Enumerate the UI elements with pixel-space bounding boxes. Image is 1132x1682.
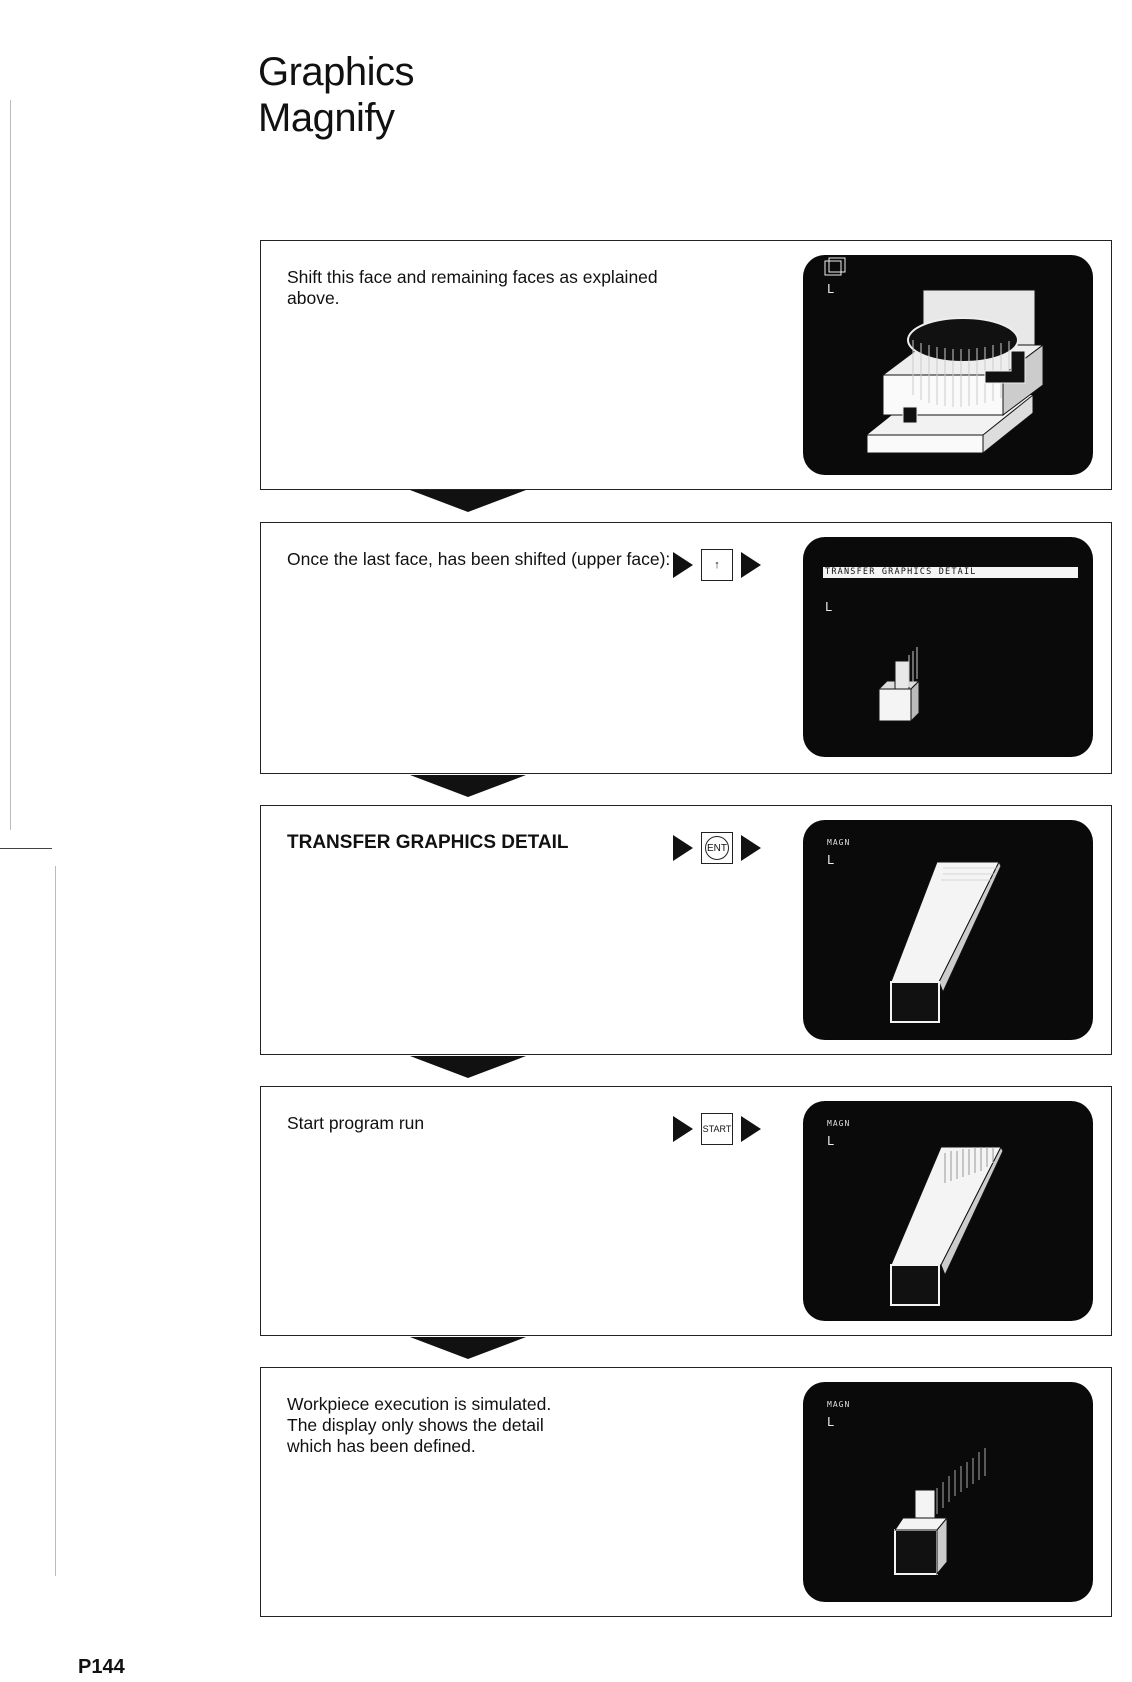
down-triangle-icon [410, 1337, 526, 1359]
screen-mode-label: MAGN [827, 838, 851, 847]
right-triangle-icon [673, 552, 693, 578]
page-title: Graphics [258, 50, 415, 94]
step-3-text: TRANSFER GRAPHICS DETAIL [287, 832, 569, 853]
step-5-text: Workpiece execution is simulated. The display only shows the detail which has been defined. [287, 1394, 552, 1456]
step-1-text: Shift this face and remaining faces as explained above. [287, 267, 658, 308]
simulated-block-icon [803, 1101, 1093, 1321]
arrow-up-icon: ↑ [714, 559, 720, 571]
step-5-panel [260, 1367, 1112, 1617]
workpiece-detail-icon [803, 537, 1093, 757]
step-3-panel [260, 805, 1112, 1055]
key-sequence [673, 828, 761, 868]
right-triangle-icon [741, 552, 761, 578]
margin-line-bottom [55, 866, 56, 1576]
step-3-screen [803, 820, 1093, 1040]
screen-corner-mark: L [825, 600, 833, 614]
step-2-text: Once the last face, has been shifted (upper face): [287, 549, 671, 569]
step-4-panel [260, 1086, 1112, 1336]
workpiece-3d-icon [803, 255, 1093, 475]
screen-corner-mark: L [827, 853, 835, 867]
down-triangle-icon [410, 775, 526, 797]
right-triangle-icon [673, 835, 693, 861]
screen-corner-mark: L [827, 282, 835, 296]
enter-key-icon: ENT [705, 836, 729, 860]
page-subtitle: Magnify [258, 96, 395, 140]
start-key-icon: START [702, 1124, 732, 1134]
screen-corner-mark: L [827, 1134, 835, 1148]
step-1-panel [260, 240, 1112, 490]
right-triangle-icon [741, 1116, 761, 1142]
down-triangle-icon [410, 1056, 526, 1078]
margin-tick [0, 848, 52, 849]
key-sequence [673, 545, 761, 585]
step-2-panel [260, 522, 1112, 774]
screen-corner-mark: L [827, 1415, 835, 1429]
magnified-block-icon [803, 820, 1093, 1040]
down-triangle-icon [410, 490, 526, 512]
right-triangle-icon [741, 835, 761, 861]
start-key-button[interactable] [701, 1113, 733, 1145]
screen-banner: TRANSFER GRAPHICS DETAIL [823, 567, 1078, 578]
screen-mode-label: MAGN [827, 1119, 851, 1128]
step-1-screen [803, 255, 1093, 475]
ent-key-button[interactable] [701, 832, 733, 864]
right-triangle-icon [673, 1116, 693, 1142]
margin-line-top [10, 100, 11, 830]
key-sequence [673, 1109, 761, 1149]
screen-mode-label: MAGN [827, 1400, 851, 1409]
page-number: P144 [78, 1656, 125, 1678]
step-2-screen [803, 537, 1093, 757]
arrow-up-key-button[interactable] [701, 549, 733, 581]
step-4-screen [803, 1101, 1093, 1321]
step-5-screen [803, 1382, 1093, 1602]
step-4-text: Start program run [287, 1113, 425, 1133]
detail-result-icon [803, 1382, 1093, 1602]
